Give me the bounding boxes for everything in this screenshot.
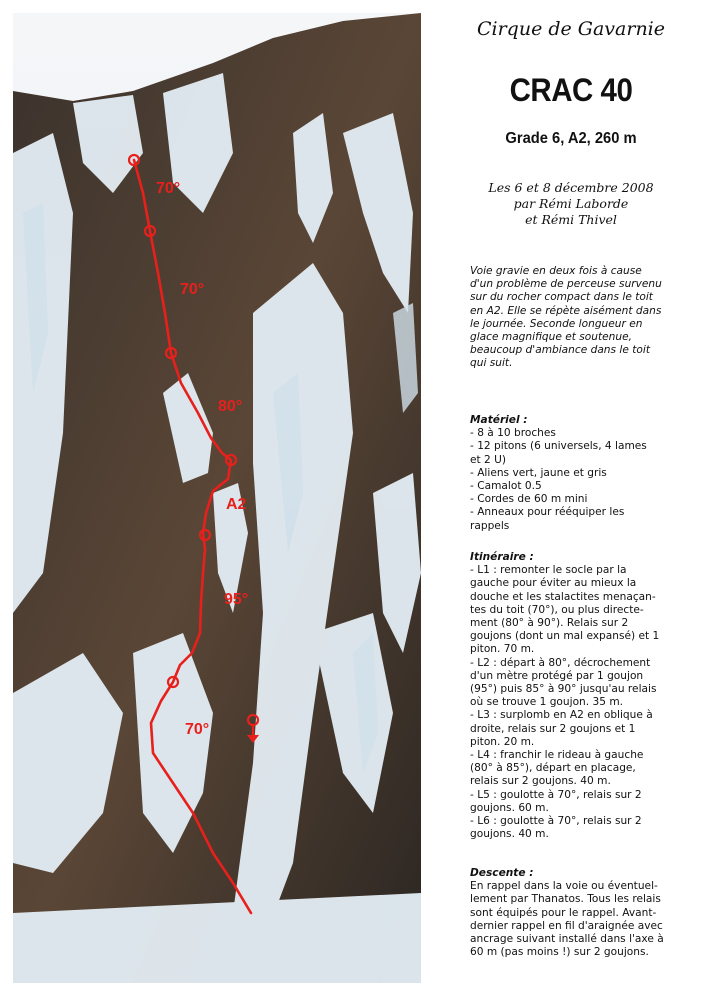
- gear-line: - Anneaux pour rééquiper les: [470, 506, 625, 519]
- description-line: qui suit.: [470, 357, 513, 370]
- topo-label: A2: [226, 496, 247, 513]
- itinerary-line: piton. 20 m.: [470, 735, 535, 748]
- topo-svg: [13, 13, 421, 983]
- itinerary-line: goujons. 40 m.: [470, 828, 549, 841]
- itinerary-line: - L3 : surplomb en A2 en oblique à: [470, 709, 653, 722]
- itinerary-title: Itinéraire :: [470, 551, 534, 563]
- gear-line: rappels: [470, 519, 510, 532]
- itinerary-line: gauche pour éviter au mieux la: [470, 577, 637, 590]
- itinerary-line: (95°) puis 85° à 90° jusqu'au relais: [470, 683, 657, 696]
- itinerary-line: goujons. 60 m.: [470, 801, 549, 814]
- itinerary-line: - L4 : franchir le rideau à gauche: [470, 749, 644, 762]
- itinerary-line: tes du toit (70°), ou plus directe-: [470, 603, 644, 616]
- itinerary-line: où se trouve 1 goujon. 35 m.: [470, 696, 624, 709]
- itinerary-line: douche et les stalactites menaçan-: [470, 590, 656, 603]
- site-name: Cirque de Gavarnie: [476, 18, 666, 40]
- dates-line: par Rémi Laborde: [513, 196, 629, 211]
- gear-line: - Cordes de 60 m mini: [470, 493, 588, 506]
- gear-line: - 8 à 10 broches: [470, 427, 556, 440]
- itinerary-line: - L5 : goulotte à 70°, relais sur 2: [470, 788, 642, 801]
- descent-line: sont équipés pour le rappel. Avant-: [470, 906, 657, 919]
- itinerary-line: d'un mètre protégé par 1 goujon: [470, 669, 644, 682]
- itinerary-line: relais sur 2 goujons. 40 m.: [470, 775, 611, 788]
- route-photo: [13, 13, 421, 983]
- gear-line: - 12 pitons (6 universels, 4 lames: [470, 440, 647, 453]
- gear-line: - Camalot 0.5: [470, 480, 542, 493]
- descent-line: 60 m (pas moins !) sur 2 goujons.: [470, 946, 649, 959]
- topo-label: 70°: [156, 180, 181, 197]
- topo-label: 95°: [224, 591, 249, 608]
- descent-line: dernier rappel en fil d'araignée avec: [470, 919, 663, 932]
- gear-title: Matériel :: [470, 414, 528, 426]
- description-line: beaucoup d'ambiance dans le toit: [470, 344, 650, 357]
- description-line: glace magnifique et soutenue,: [470, 331, 632, 344]
- itinerary-line: - L6 : goulotte à 70°, relais sur 2: [470, 815, 642, 828]
- descent-title: Descente :: [470, 867, 534, 879]
- route-title: CRAC 40: [509, 72, 633, 108]
- gear-section: [470, 414, 702, 533]
- dates-line: Les 6 et 8 décembre 2008: [488, 180, 654, 195]
- itinerary-line: piton. 70 m.: [470, 643, 535, 656]
- topo-label: 70°: [185, 721, 210, 738]
- description-line: d'un problème de perceuse survenu: [470, 278, 662, 291]
- gear-line: et 2 U): [470, 453, 507, 466]
- description-line: sur du rocher compact dans le toit: [470, 291, 653, 304]
- itinerary-line: - L1 : remonter le socle par la: [470, 564, 627, 577]
- descent-section: [470, 867, 702, 959]
- descent-line: lement par Thanatos. Tous les relais: [470, 893, 661, 906]
- dates-line: et Rémi Thivel: [525, 212, 617, 227]
- itinerary-line: goujons (dont un mal expansé) et 1: [470, 630, 660, 643]
- description-line: Voie gravie en deux fois à cause: [470, 265, 642, 277]
- itinerary-line: droite, relais sur 2 goujons et 1: [470, 722, 636, 735]
- itinerary-line: - L2 : départ à 80°, décrochement: [470, 656, 651, 669]
- description-line: le journée. Seconde longueur en: [470, 317, 643, 330]
- route-grade: Grade 6, A2, 260 m: [505, 130, 637, 147]
- itinerary-section: [470, 551, 702, 841]
- route-description: [470, 265, 702, 371]
- ascent-dates: [440, 180, 702, 228]
- topo-label: 80°: [218, 398, 243, 415]
- description-line: en A2. Elle se répète aisément dans: [470, 304, 662, 317]
- itinerary-line: ment (80° à 90°). Relais sur 2: [470, 617, 629, 630]
- gear-line: - Aliens vert, jaune et gris: [470, 466, 607, 479]
- topo-label: 70°: [180, 281, 205, 298]
- descent-line: ancrage suivant installé dans l'axe à: [470, 933, 664, 946]
- itinerary-line: (80° à 85°), départ en placage,: [470, 762, 636, 775]
- descent-line: En rappel dans la voie ou éventuel-: [470, 880, 658, 893]
